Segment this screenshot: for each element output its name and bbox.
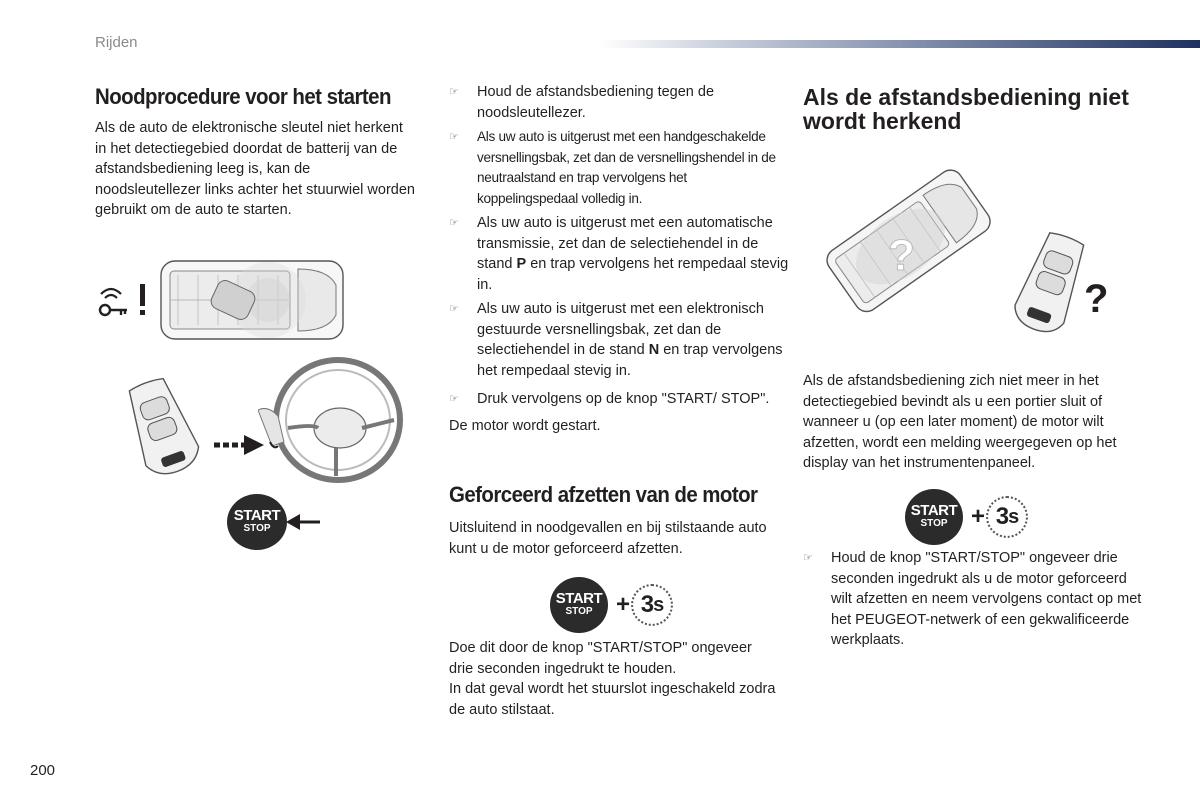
key-warning-icon [97,280,153,320]
list-item: ☞ Als uw auto is uitgerust met een automatische transmissie, zet dan de selectiehendel in de stand P en trap vervolgens het rempedaal stevig in. [449,215,789,293]
list-item: ☞ Als uw auto is uitgerust met een handgeschakelde versnellingsbak, zet dan de versnellingshendel in de neutraalstand en trap vervolgens het koppelingspedaal volledig in. [449,129,776,206]
key-fob-illustration [1000,228,1120,343]
list-item: ☞ Druk vervolgens op de knop "START/ STOP". [449,389,789,410]
start-stop-button-icon [905,489,963,545]
start-stop-plus-3s-badge [905,489,1028,545]
timer-ring-icon [631,584,673,626]
pointing-hand-icon: ☞ [803,552,813,564]
stop-label: STOP [243,523,271,534]
remote-not-recognized-body: Als de afstandsbediening zich niet meer in het detectiegebied bevindt als u een portier sluit of wanneer u (op een later moment) de motor wilt afzetten, wordt een melding weergegeven op het display van het instrumentenpaneel. [803,373,1117,471]
start-stop-plus-3s-badge [550,577,673,633]
seconds-digit: 3 [640,591,654,618]
plus-sign: + [616,591,630,618]
header-bar [600,40,1200,48]
remote-not-recognized-list [803,548,1143,655]
pointing-hand-icon: ☞ [449,131,459,143]
plus-3-seconds-icon [971,496,1028,538]
car-top-view-illustration [158,255,348,345]
question-mark-icon: ? [888,231,915,280]
plus-3-seconds-icon [616,584,673,626]
pointing-hand-icon: ☞ [449,393,459,405]
list-item: ☞ Houd de knop "START/STOP" ongeveer drie seconden ingedrukt als u de motor geforceerd wilt afzetten en neem vervolgens contact op met het PEUGEOT-netwerk of een gekwalificeerde werkplaats. [803,550,1142,648]
page-number: 200 [30,762,56,779]
engine-started-note: De motor wordt gestart. [449,418,601,434]
forced-stop-intro: Uitsluitend in noodgevallen en bij stilstaande auto kunt u de motor geforceerd afzetten. [449,520,767,557]
pointing-hand-icon: ☞ [449,303,459,315]
car-angled-view-illustration [818,160,998,320]
arrow-left-icon [284,512,322,532]
steering-wheel-illustration [258,350,408,490]
seconds-digit: 3 [995,503,1009,530]
section-title-emergency-start: Noodprocedure voor het starten [95,84,391,109]
question-mark-icon: ? [1084,277,1109,321]
pointing-hand-icon: ☞ [449,86,459,98]
section-title-forced-stop: Geforceerd afzetten van de motor [449,482,758,507]
plus-sign: + [971,503,985,530]
section-label: Rijden [95,34,138,51]
section-title-remote-not-recognized: Als de afstandsbediening niet wordt herkend [803,84,1129,134]
start-label: START [555,590,603,607]
stop-label: STOP [565,606,593,617]
start-stop-button-icon [550,577,608,633]
key-fob-illustration [112,378,212,478]
list-item: ☞ Als uw auto is uitgerust met een elektronisch gestuurde versnellingsbak, zet dan de selectiehendel in de stand N en trap vervolgens het rempedaal stevig in. [449,301,783,379]
forced-stop-instruction-b: In dat geval wordt het stuurslot ingeschakeld zodra de auto stilstaat. [449,681,776,718]
start-label: START [233,507,281,524]
pointing-hand-icon: ☞ [449,217,459,229]
start-stop-button-icon [227,494,287,550]
seconds-unit: s [653,593,664,616]
start-label: START [910,502,958,519]
seconds-unit: s [1008,505,1019,528]
timer-ring-icon [986,496,1028,538]
stop-label: STOP [920,518,948,529]
forced-stop-instructions [449,638,779,720]
emergency-start-body: Als de auto de elektronische sleutel niet herkent in het detectiegebied doordat de batterij van de afstandsbediening leeg is, kan de noodsleutellezer links achter het stuurwiel worden gebruikt om de auto te starten. [95,120,415,218]
start-procedure-list [449,82,789,414]
forced-stop-instruction-a: Doe dit door de knop "START/STOP" ongeveer drie seconden ingedrukt te houden. [449,640,752,677]
list-item: ☞ Houd de afstandsbediening tegen de noodsleutellezer. [449,84,715,121]
